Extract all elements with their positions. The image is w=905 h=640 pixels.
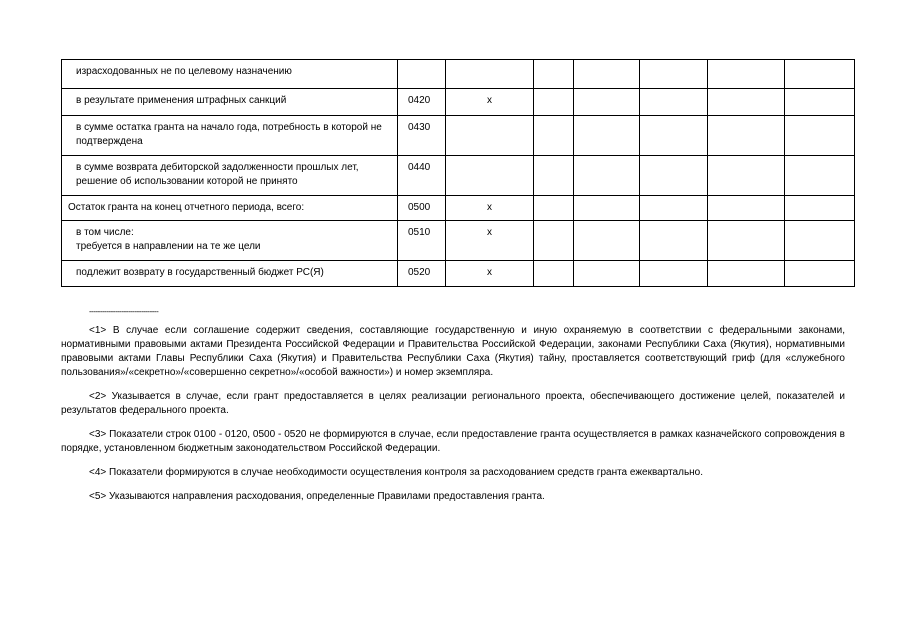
empty-cell	[574, 60, 640, 89]
empty-cell	[708, 261, 785, 287]
row-code: 0510	[398, 221, 446, 261]
empty-cell	[785, 261, 855, 287]
empty-cell	[534, 60, 574, 89]
table-row	[62, 196, 855, 221]
row-mark: x	[446, 261, 534, 287]
row-mark: x	[446, 221, 534, 261]
empty-cell	[708, 221, 785, 261]
empty-cell	[640, 261, 708, 287]
footnotes	[61, 324, 845, 514]
footnote-1: <1> В случае если соглашение содержит сведения, составляющие государственную и иную охраняемую в соответствии с федеральными законами, нормативными правовыми актами Президента Российской Федерации и Правительства Российской Федерации, законами Республики Саха (Якутия), нормативными правовыми актами Главы Республики Саха (Якутия) и Правительства Республики Саха (Якутия) тайну, проставляется соответствующий гриф (для «служебного пользования»/«секретно»/«совершенно секретно»/«особой важности») и номер экземпляра.	[61, 325, 845, 378]
table-row	[62, 261, 855, 287]
empty-cell	[708, 116, 785, 156]
row-code	[398, 60, 446, 89]
empty-cell	[534, 221, 574, 261]
empty-cell	[708, 196, 785, 221]
empty-cell	[708, 60, 785, 89]
empty-cell	[574, 196, 640, 221]
row-mark	[446, 156, 534, 196]
empty-cell	[640, 116, 708, 156]
empty-cell	[640, 89, 708, 116]
footnote-5: <5> Указываются направления расходования, определенные Правилами предоставления гранта.	[89, 491, 545, 502]
row-label: в том числе: требуется в направлении на те же цели	[62, 221, 398, 261]
empty-cell	[640, 196, 708, 221]
empty-cell	[785, 156, 855, 196]
empty-cell	[534, 196, 574, 221]
row-code: 0500	[398, 196, 446, 221]
empty-cell	[534, 261, 574, 287]
empty-cell	[785, 196, 855, 221]
empty-cell	[785, 116, 855, 156]
table-row	[62, 116, 855, 156]
footnote-3: <3> Показатели строк 0100 - 0120, 0500 - 0520 не формируются в случае, если предоставление гранта осуществляется в рамках казначейского сопровождения в порядке, установленном бюджетным законодательством Российской Федерации.	[61, 429, 845, 454]
row-mark: x	[446, 89, 534, 116]
row-label: в сумме возврата дебиторской задолженности прошлых лет, решение об использовании которой не принято	[62, 156, 398, 196]
footnote-separator: --------------------------------	[89, 307, 159, 316]
empty-cell	[640, 60, 708, 89]
table-row	[62, 60, 855, 89]
footnote-2: <2> Указывается в случае, если грант предоставляется в целях реализации регионального проекта, обеспечивающего достижение целей, показателей и результатов федерального проекта.	[61, 391, 845, 416]
row-label: израсходованных не по целевому назначению	[62, 60, 398, 89]
empty-cell	[534, 89, 574, 116]
table-row	[62, 89, 855, 116]
empty-cell	[574, 156, 640, 196]
row-mark	[446, 60, 534, 89]
empty-cell	[785, 89, 855, 116]
row-label: подлежит возврату в государственный бюджет РС(Я)	[62, 261, 398, 287]
empty-cell	[574, 261, 640, 287]
footnote-4: <4> Показатели формируются в случае необходимости осуществления контроля за расходованием средств гранта ежеквартально.	[89, 467, 704, 478]
table-row	[62, 156, 855, 196]
empty-cell	[574, 221, 640, 261]
report-table	[61, 59, 855, 287]
empty-cell	[574, 89, 640, 116]
row-code: 0520	[398, 261, 446, 287]
empty-cell	[708, 89, 785, 116]
row-mark	[446, 116, 534, 156]
empty-cell	[708, 156, 785, 196]
row-code: 0430	[398, 116, 446, 156]
empty-cell	[640, 221, 708, 261]
empty-cell	[534, 156, 574, 196]
empty-cell	[574, 116, 640, 156]
row-label: в сумме остатка гранта на начало года, потребность в которой не подтверждена	[62, 116, 398, 156]
row-label: Остаток гранта на конец отчетного периода, всего:	[62, 196, 398, 221]
empty-cell	[640, 156, 708, 196]
row-code: 0420	[398, 89, 446, 116]
empty-cell	[534, 116, 574, 156]
empty-cell	[785, 221, 855, 261]
table-row	[62, 221, 855, 261]
row-code: 0440	[398, 156, 446, 196]
row-mark: x	[446, 196, 534, 221]
empty-cell	[785, 60, 855, 89]
row-label: в результате применения штрафных санкций	[62, 89, 398, 116]
